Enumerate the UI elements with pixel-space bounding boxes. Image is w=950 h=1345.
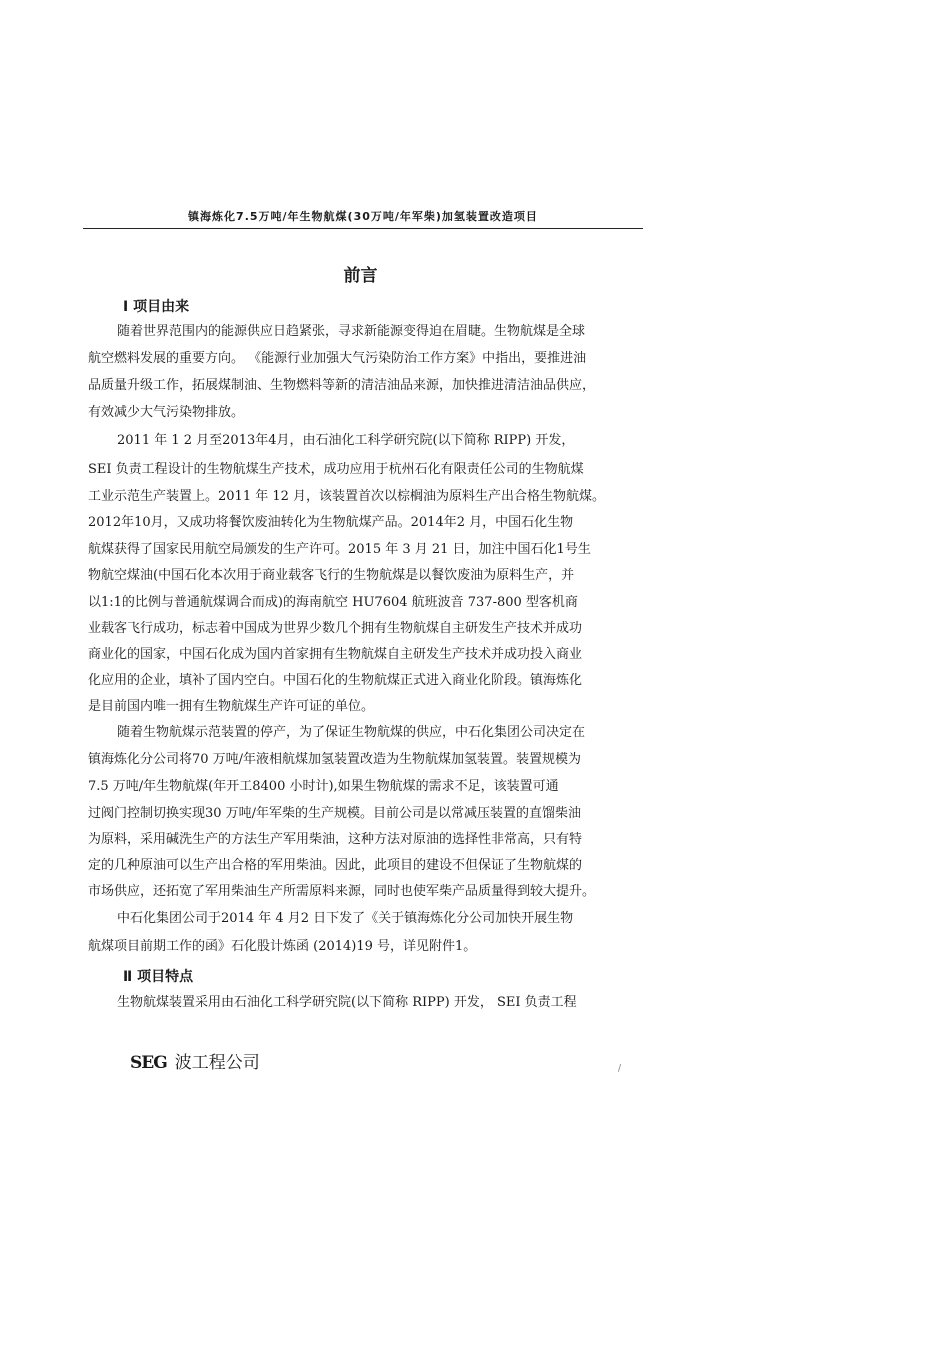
paragraph-line: 市场供应，还拓宽了军用柴油生产所需原料来源，同时也使军柴产品质量得到较大提升。 (88, 884, 596, 899)
header-rule (83, 228, 643, 229)
footer-mark: / (618, 1064, 622, 1074)
paragraph-line: 7.5 万吨/年生物航煤(年开工8400 小时计),如果生物航煤的需求不足，该装置可通 (88, 779, 559, 794)
paragraph-line: 工业示范生产装置上。2011 年 12 月，该装置首次以棕榈油为原料生产出合格生物航煤。 (88, 489, 606, 504)
paragraph-line: 随着世界范围内的能源供应日趋紧张，寻求新能源变得迫在眉睫。生物航煤是全球 (117, 324, 586, 339)
paragraph-line: 物航空煤油(中国石化本次用于商业载客飞行的生物航煤是以餐饮废油为原料生产，并 (88, 568, 575, 583)
paragraph-line: 有效减少大气污染物排放。 (88, 405, 245, 420)
paragraph-line: 为原料，采用碱洗生产的方法生产军用柴油，这种方法对原油的选择性非常高，只有特 (88, 832, 583, 847)
section-heading-origin: Ⅰ 项目由来 (123, 299, 190, 315)
paragraph-line: 品质量升级工作，拓展煤制油、生物燃料等新的清洁油品来源，加快推进清洁油品供应， (88, 378, 596, 393)
seg-logo-text: SEG (130, 1053, 167, 1073)
paragraph-line: 定的几种原油可以生产出合格的军用柴油。因此，此项目的建设不但保证了生物航煤的 (88, 858, 583, 873)
paragraph-line: 是目前国内唯一拥有生物航煤生产许可证的单位。 (88, 699, 375, 714)
section-heading-features: Ⅱ 项目特点 (123, 969, 194, 985)
paragraph-line: 航煤项目前期工作的函》石化股计炼函 (2014)19 号，详见附件1。 (88, 939, 477, 954)
running-header: 镇海炼化7.5万吨/年生物航煤(30万吨/年军柴)加氢装置改造项目 (188, 210, 538, 223)
paragraph-line: 以1:1的比例与普通航煤调合而成)的海南航空 HU7604 航班波音 737-800 型客机商 (88, 595, 578, 610)
footer-company (130, 1048, 260, 1073)
paragraph-line: 业载客飞行成功，标志着中国成为世界少数几个拥有生物航煤自主研发生产技术并成功 (88, 621, 583, 636)
paragraph-line: SEI 负责工程设计的生物航煤生产技术，成功应用于杭州石化有限责任公司的生物航煤 (88, 462, 584, 477)
paragraph-line: 随着生物航煤示范装置的停产，为了保证生物航煤的供应，中石化集团公司决定在 (117, 725, 586, 740)
paragraph-line: 过阀门控制切换实现30 万吨/年军柴的生产规模。目前公司是以常减压装置的直馏柴油 (88, 806, 582, 821)
paragraph-line: 2011 年 1 2 月至2013年4月，由石油化工科学研究院(以下简称 RIPP) 开发， (117, 433, 575, 448)
paragraph-line: 镇海炼化分公司将70 万吨/年液相航煤加氢装置改造为生物航煤加氢装置。装置规模为 (88, 752, 582, 767)
paragraph-line: 航空燃料发展的重要方向。 《能源行业加强大气污染防治工作方案》中指出，要推进油 (88, 351, 587, 366)
paragraph-line: 生物航煤装置采用由石油化工科学研究院(以下简称 RIPP) 开发， SEI 负责工程 (117, 995, 577, 1010)
paragraph-line: 2012年10月，又成功将餐饮废油转化为生物航煤产品。2014年2 月，中国石化生物 (88, 515, 574, 530)
paragraph-line: 化应用的企业，填补了国内空白。中国石化的生物航煤正式进入商业化阶段。镇海炼化 (88, 673, 583, 688)
page-title: 前言 (343, 266, 378, 286)
paragraph-line: 商业化的国家，中国石化成为国内首家拥有生物航煤自主研发生产技术并成功投入商业 (88, 647, 583, 662)
paragraph-line: 航煤获得了国家民用航空局颁发的生产许可。2015 年 3 月 21 日，加注中国石化1号生 (88, 542, 591, 557)
paragraph-line: 中石化集团公司于2014 年 4 月2 日下发了《关于镇海炼化分公司加快开展生物 (117, 911, 574, 926)
footer-company-name: 波工程公司 (174, 1053, 260, 1073)
